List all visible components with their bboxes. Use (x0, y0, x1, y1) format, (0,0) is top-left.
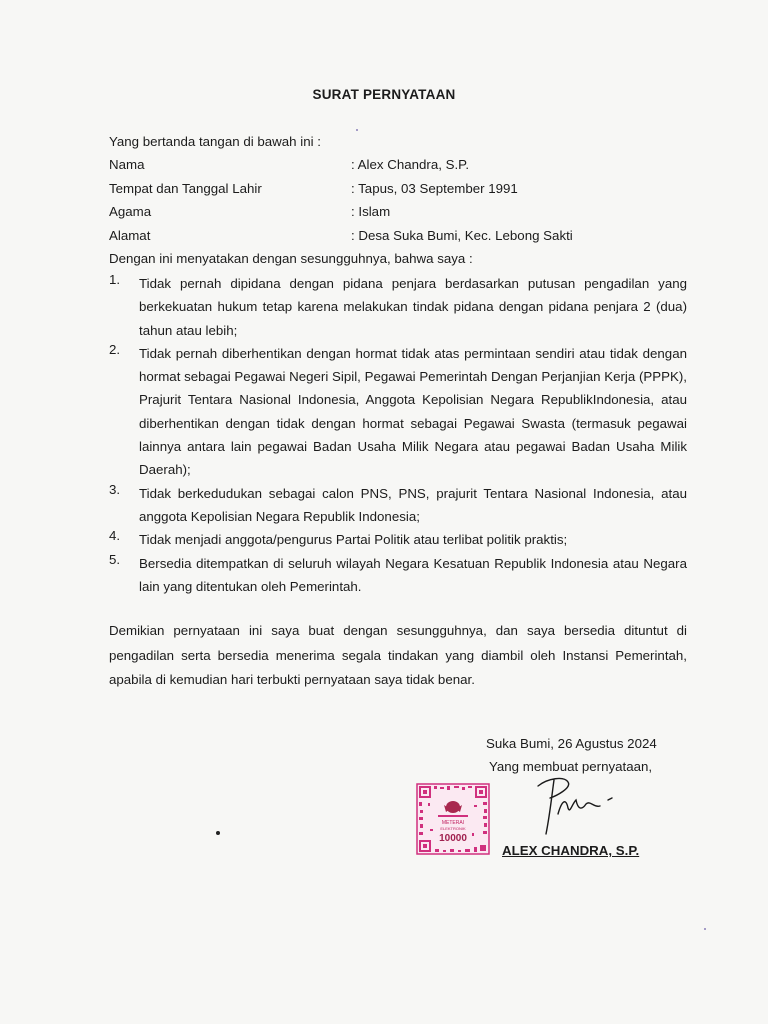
identity-value: : Alex Chandra, S.P. (351, 157, 470, 172)
closing-paragraph: Demikian pernyataan ini saya buat dengan sesungguhnya, dan saya bersedia dituntut di pengadilan serta bersedia menerima segala tindakan yang diambil oleh Instansi Pemerintah, apabila di kemudian hari terbukti pernyataan saya tidak benar. (109, 623, 687, 687)
signature-maker-label: Yang membuat pernyataan, (489, 759, 653, 774)
item-number: 3. (109, 481, 121, 497)
item-text: Tidak berkedudukan sebagai calon PNS, PNS, prajurit Tentara Nasional Indonesia, atau anggota Kepolisian Negara Republik Indonesia; (139, 485, 687, 524)
identity-row-address (109, 228, 669, 252)
svg-text:ELEKTRONIK: ELEKTRONIK (440, 826, 466, 831)
identity-value: : Tapus, 03 September 1991 (351, 180, 518, 196)
identity-row-religion (109, 204, 669, 228)
paper-speck (704, 928, 706, 930)
item-text: Tidak pernah dipidana dengan pidana penjara berdasarkan putusan pengadilan yang berkekuatan hukum tetap karena melakukan tindak pidana dengan pidana penjara 2 (dua) tahun atau lebih; (139, 276, 687, 338)
item-number: 1. (109, 272, 121, 287)
identity-table (109, 157, 669, 251)
list-item (109, 552, 687, 599)
identity-label: Alamat (109, 227, 151, 243)
statement-intro: Dengan ini menyatakan dengan sesungguhnya, bahwa saya : (109, 251, 473, 266)
statement-list (109, 272, 687, 598)
identity-label: Agama (109, 204, 152, 219)
list-item (109, 342, 687, 482)
intro-text: Yang bertanda tangan di bawah ini : (109, 134, 321, 149)
svg-text:METERAI: METERAI (441, 820, 465, 826)
list-item (109, 272, 687, 342)
document-title: SURAT PERNYATAAN (312, 87, 456, 102)
paper-speck (356, 129, 358, 131)
identity-row-name (109, 157, 669, 181)
signatory-name: ALEX CHANDRA, S.P. (502, 843, 640, 858)
identity-row-birth (109, 181, 669, 205)
stamp-value: 10000 (439, 833, 467, 844)
list-item (109, 528, 687, 551)
identity-value: : Desa Suka Bumi, Kec. Lebong Sakti (351, 227, 573, 243)
signature-place-date: Suka Bumi, 26 Agustus 2024 (486, 736, 657, 751)
item-number: 5. (109, 551, 121, 567)
item-number: 4. (109, 528, 121, 544)
item-text: Tidak menjadi anggota/pengurus Partai Politik atau terlibat politik praktis; (139, 532, 568, 548)
item-number: 2. (109, 341, 121, 357)
item-text: Bersedia ditempatkan di seluruh wilayah Negara Kesatuan Republik Indonesia atau Negara lain yang ditentukan oleh Pemerintah. (139, 555, 687, 594)
identity-label: Tempat dan Tanggal Lahir (109, 180, 262, 196)
identity-label: Nama (109, 157, 145, 172)
electronic-stamp-icon (416, 783, 490, 855)
identity-value: : Islam (351, 204, 391, 219)
item-text: Tidak pernah diberhentikan dengan hormat tidak atas permintaan sendiri atau tidak dengan hormat sebagai Pegawai Negeri Sipil, Pegawai Pemerintah Dengan Perjanjian Kerja (PPPK), Prajurit Tentara Nasional Indonesia, Anggota Kepolisian Negara RepublikIndonesia, atau diberhentikan dengan tidak dengan hormat sebagai Pegawai Swasta (termasuk pegawai lainnya antara lain pegawai Badan Usaha Milik Negara atau pegawai Badan Usaha Milik Daerah); (139, 345, 687, 478)
paper-speck (216, 831, 220, 835)
handwritten-signature (528, 774, 638, 844)
list-item (109, 482, 687, 529)
